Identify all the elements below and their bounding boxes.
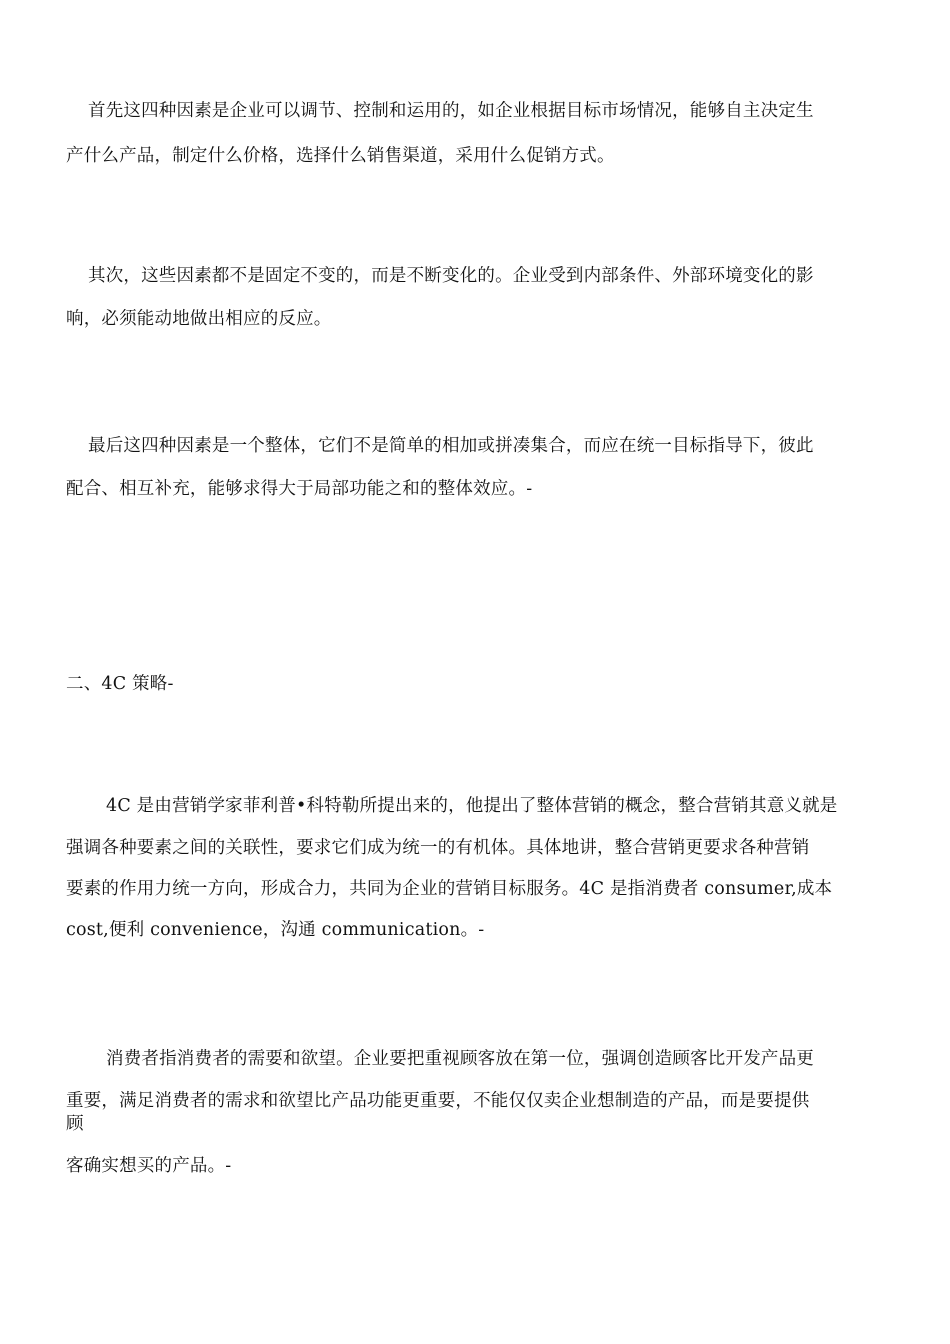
paragraph-5-line-2: 重要，满足消费者的需求和欲望比产品功能更重要，不能仅仅卖企业想制造的产品，而是要提供 [66,1091,810,1111]
paragraph-4-line-4: cost,便利 convenience，沟通 communication。- [66,920,485,940]
paragraph-2-line-2: 响，必须能动地做出相应的反应。 [66,309,332,329]
paragraph-4-line-3: 要素的作用力统一方向，形成合力，共同为企业的营销目标服务。4C 是指消费者 consumer,成本 [66,879,833,899]
section-heading: 二、4C 策略- [66,674,174,694]
paragraph-5-line-1: 消费者指消费者的需要和欲望。企业要把重视顾客放在第一位，强调创造顾客比开发产品更 [106,1049,814,1069]
paragraph-4-line-2: 强调各种要素之间的关联性，要求它们成为统一的有机体。具体地讲，整合营销更要求各种营销 [66,838,810,858]
paragraph-3-line-2: 配合、相互补充，能够求得大于局部功能之和的整体效应。- [66,479,533,499]
paragraph-5-line-4: 客确实想买的产品。- [66,1156,232,1176]
paragraph-1-line-2: 产什么产品，制定什么价格，选择什么销售渠道，采用什么促销方式。 [66,146,615,166]
paragraph-5-line-3: 顾 [66,1114,84,1134]
paragraph-4-line-1: 4C 是由营销学家菲利普•科特勒所提出来的，他提出了整体营销的概念，整合营销其意义就是 [106,796,838,816]
paragraph-2-line-1: 其次，这些因素都不是固定不变的，而是不断变化的。企业受到内部条件、外部环境变化的影 [88,266,814,286]
paragraph-1-line-1: 首先这四种因素是企业可以调节、控制和运用的，如企业根据目标市场情况，能够自主决定生 [88,101,814,121]
paragraph-3-line-1: 最后这四种因素是一个整体，它们不是简单的相加或拼凑集合，而应在统一目标指导下，彼此 [88,436,814,456]
